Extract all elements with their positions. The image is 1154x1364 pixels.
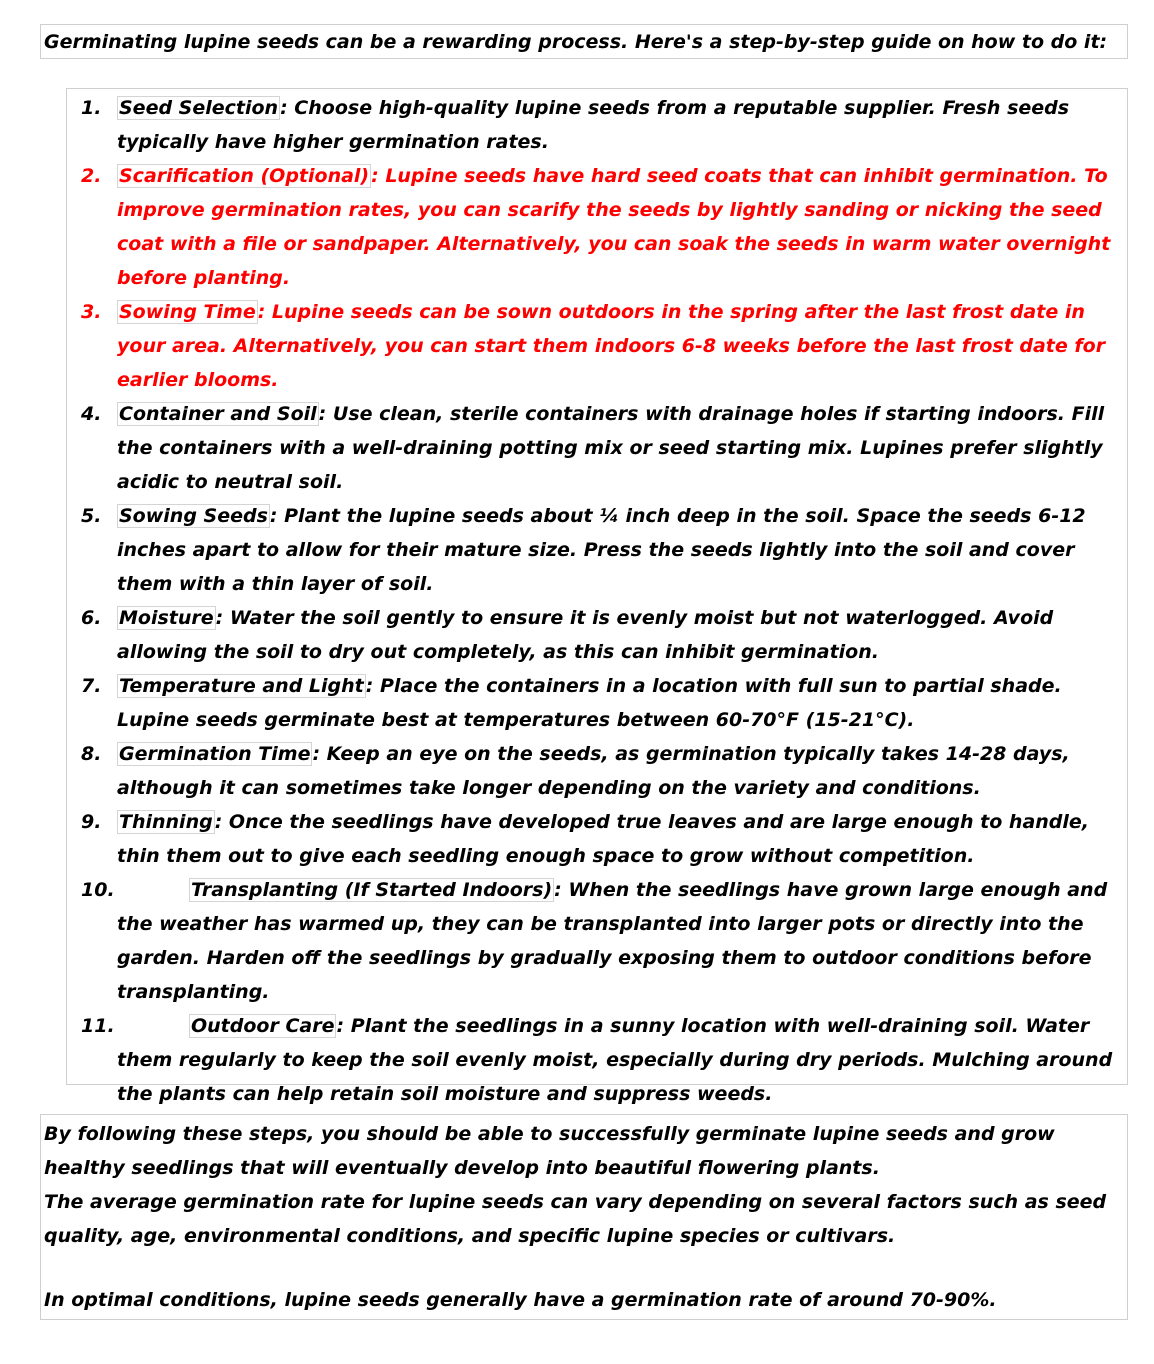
step-term: Temperature and Light [119, 675, 364, 697]
step-number: 8. [81, 743, 102, 765]
step-term: Transplanting (If Started Indoors) [191, 879, 553, 901]
summary-box [40, 1114, 1128, 1320]
step-term: Thinning [119, 811, 213, 833]
step-item [81, 873, 1119, 1009]
step-item [81, 669, 1119, 737]
step-text: : Plant the lupine seeds about ¼ inch deep in the soil. Space the seeds 6-12 inches apart to allow for their mature size. Press the seeds lightly into the soil and cover them with a thin layer of soil. [117, 505, 1086, 595]
step-text: : Lupine seeds have hard seed coats that can inhibit germination. To improve germination rates, you can scarify the seeds by lightly sanding or nicking the seed coat with a file or sandpaper. Alternatively, you can soak the seeds in warm water overnight before planting. [117, 165, 1111, 289]
step-item [81, 1009, 1119, 1111]
step-number: 2. [81, 165, 102, 187]
step-number: 3. [81, 301, 102, 323]
step-text: : Use clean, sterile containers with drainage holes if starting indoors. Fill the containers with a well-draining potting mix or seed starting mix. Lupines prefer slightly acidic to neutral soil. [117, 403, 1105, 493]
intro-box [40, 24, 1128, 59]
step-number: 9. [81, 811, 102, 833]
step-text: : When the seedlings have grown large enough and the weather has warmed up, they can be transplanted into larger pots or directly into the garden. Harden off the seedlings by gradually exposing them to outdoor conditions before transplanting. [117, 879, 1108, 1003]
step-body [117, 159, 1119, 295]
step-body [117, 295, 1119, 397]
step-term: Sowing Seeds [119, 505, 268, 527]
step-body [117, 91, 1119, 159]
optimal-rate-paragraph: In optimal conditions, lupine seeds generally have a germination rate of around 70-90%. [44, 1289, 997, 1311]
step-number: 11. [81, 1015, 115, 1037]
step-item [81, 397, 1119, 499]
step-body [117, 873, 1119, 1009]
step-body [117, 1009, 1119, 1111]
step-item [81, 499, 1119, 601]
step-number: 5. [81, 505, 102, 527]
step-number: 7. [81, 675, 102, 697]
step-body [117, 737, 1119, 805]
step-term: Container and Soil [119, 403, 317, 425]
step-number: 6. [81, 607, 102, 629]
step-body [117, 669, 1119, 737]
paragraph-spacer [44, 1253, 1124, 1283]
step-text: : Place the containers in a location with full sun to partial shade. Lupine seeds germinate best at temperatures between 60-70°F (15-21°C). [117, 675, 1062, 731]
step-term: Scarification (Optional) [119, 165, 370, 187]
germination-rate-paragraph: The average germination rate for lupine seeds can vary depending on several factors such as seed quality, age, environmental conditions, and specific lupine species or cultivars. [44, 1191, 1107, 1247]
step-text: : Choose high-quality lupine seeds from a reputable supplier. Fresh seeds typically have higher germination rates. [117, 97, 1070, 153]
step-text: : Lupine seeds can be sown outdoors in the spring after the last frost date in your area. Alternatively, you can start them indoors 6-8 weeks before the last frost date for earlier blooms. [117, 301, 1106, 391]
step-text: : Once the seedlings have developed true leaves and are large enough to handle, thin them out to give each seedling enough space to grow without competition. [117, 811, 1090, 867]
step-item-highlighted [81, 159, 1119, 295]
step-item [81, 737, 1119, 805]
steps-list [66, 88, 1128, 1105]
step-item-highlighted [81, 295, 1119, 397]
step-item [81, 805, 1119, 873]
step-body [117, 499, 1119, 601]
step-item [81, 91, 1119, 159]
step-number: 1. [81, 97, 102, 119]
step-term: Moisture [119, 607, 214, 629]
step-term: Germination Time [119, 743, 311, 765]
step-text: : Plant the seedlings in a sunny location with well-draining soil. Water them regularly to keep the soil evenly moist, especially during dry periods. Mulching around the plants can help retain soil moisture and suppress weeds. [117, 1015, 1113, 1105]
step-number: 10. [81, 879, 115, 901]
step-term: Outdoor Care [191, 1015, 335, 1037]
step-text: : Water the soil gently to ensure it is evenly moist but not waterlogged. Avoid allowing the soil to dry out completely, as this can inhibit germination. [117, 607, 1054, 663]
step-term: Seed Selection [119, 97, 279, 119]
step-body [117, 397, 1119, 499]
step-number: 4. [81, 403, 102, 425]
step-body [117, 601, 1119, 669]
step-body [117, 805, 1119, 873]
step-item [81, 601, 1119, 669]
summary-paragraph: By following these steps, you should be able to successfully germinate lupine seeds and grow healthy seedlings that will eventually develop into beautiful flowering plants. [44, 1123, 1055, 1179]
intro-text: Germinating lupine seeds can be a rewarding process. Here's a step-by-step guide on how to do it: [44, 31, 1108, 53]
step-term: Sowing Time [119, 301, 256, 323]
step-text: : Keep an eye on the seeds, as germination typically takes 14-28 days, although it can sometimes take longer depending on the variety and conditions. [117, 743, 1070, 799]
